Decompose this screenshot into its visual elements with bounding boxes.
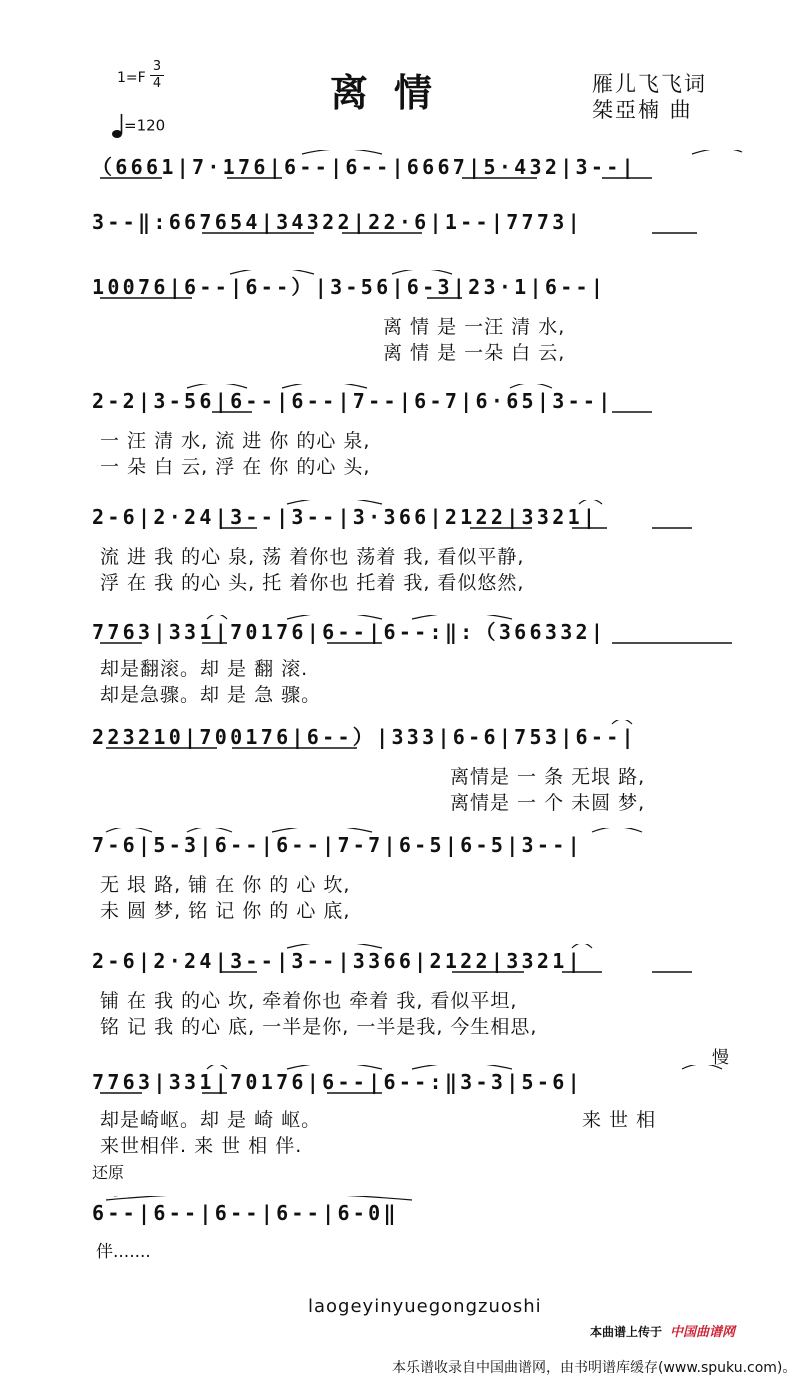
staff-notation: 2-6|2·24|3--|3--|3366|2122|3321| xyxy=(92,949,583,973)
lyric-line: 未 圆 梦, 铭 记 你 的 心 底, xyxy=(100,900,351,922)
staff-notation: 7763|331|70176|6--|6--:‖3-3|5-6| xyxy=(92,1070,583,1094)
restore-marking: 还原 xyxy=(92,1163,125,1182)
quarter-note-icon xyxy=(112,113,124,139)
notation-staff xyxy=(92,205,752,239)
lyric-line: 却是翻滚。却 是 翻 滚. xyxy=(100,658,309,680)
time-sig-bottom: 4 xyxy=(152,76,162,91)
lyricist-credit: 雁儿飞飞词 xyxy=(592,72,707,96)
lyric-line: 浮 在 我 的心 头, 托 着你也 托着 我, 看似悠然, xyxy=(100,572,525,594)
time-sig-top: 3 xyxy=(152,59,162,74)
song-title: 离情 xyxy=(330,71,459,115)
staff-notation: 10076|6--|6--）|3-56|6-3|23·1|6--| xyxy=(92,275,607,299)
notation-staff xyxy=(92,150,752,184)
staff-notation: 7763|331|70176|6--|6--:‖:（366332| xyxy=(92,620,607,644)
staff-notation: 2-6|2·24|3--|3--|3·366|2122|3321| xyxy=(92,505,599,529)
handwritten-mark: laogeyinyuegongzuoshi xyxy=(308,1296,542,1317)
notation-staff xyxy=(92,270,752,304)
slow-marking: 慢 xyxy=(712,1048,729,1068)
lyric-line: 离 情 是 一朵 白 云, xyxy=(383,342,566,364)
lyric-line: 离 情 是 一汪 清 水, xyxy=(383,316,566,338)
lyric-line: 来世相伴. 来 世 相 伴. xyxy=(100,1135,303,1157)
source-note: 本乐谱收录自中国曲谱网，由书明谱库缓存(www.spuku.com)。 xyxy=(392,1360,797,1376)
lyric-line: 离情是 一 条 无垠 路, xyxy=(450,766,646,788)
staff-notation: 2-2|3-56|6--|6--|7--|6-7|6·65|3--| xyxy=(92,389,614,413)
staff-notation: （6661|7·176|6--|6--|6667|5·432|3--| xyxy=(92,155,637,179)
notation-staff xyxy=(92,1196,752,1230)
notation-staff xyxy=(92,720,752,754)
site-logo: 中国曲谱网 xyxy=(670,1325,736,1340)
lyric-line: 离情是 一 个 未圆 梦, xyxy=(450,792,646,814)
lyric-line: 却是崎岖。却 是 崎 岖。 xyxy=(100,1109,322,1131)
notation-staff xyxy=(92,1065,752,1099)
lyric-line: 来 世 相 xyxy=(582,1109,657,1131)
time-signature xyxy=(150,60,164,91)
staff-notation: 6--|6--|6--|6--|6-0‖ xyxy=(92,1201,399,1225)
staff-notation: 223210|700176|6--）|333|6-6|753|6--| xyxy=(92,725,637,749)
notation-staff xyxy=(92,828,752,862)
staff-notation: 3--‖:667654|34322|22·6|1--|7773| xyxy=(92,210,583,234)
notation-staff xyxy=(92,944,752,978)
lyric-line: 无 垠 路, 铺 在 你 的 心 坎, xyxy=(100,874,351,896)
staff-notation: 7-6|5-3|6--|6--|7-7|6-5|6-5|3--| xyxy=(92,833,583,857)
tempo-mark xyxy=(112,113,165,139)
lyric-line: 一 汪 清 水, 流 进 你 的心 泉, xyxy=(100,430,371,452)
lyric-line: 却是急骤。却 是 急 骤。 xyxy=(100,684,322,706)
upload-note: 本曲谱上传于 xyxy=(590,1325,663,1339)
notation-staff xyxy=(92,615,752,649)
key-signature: 1=F xyxy=(117,70,146,86)
lyric-line: 铭 记 我 的心 底, 一半是你, 一半是我, 今生相思, xyxy=(100,1016,538,1038)
lyric-line: 铺 在 我 的心 坎, 牵着你也 牵着 我, 看似平坦, xyxy=(100,990,518,1012)
composer-credit: 桀亞楠 曲 xyxy=(592,98,693,122)
notation-staff xyxy=(92,384,752,418)
lyric-line: 流 进 我 的心 泉, 荡 着你也 荡着 我, 看似平静, xyxy=(100,546,525,568)
lyric-line: 伴....... xyxy=(96,1242,151,1262)
lyric-line: 一 朵 白 云, 浮 在 你 的心 头, xyxy=(100,456,371,478)
notation-staff xyxy=(92,500,752,534)
tempo-value: =120 xyxy=(124,116,166,135)
